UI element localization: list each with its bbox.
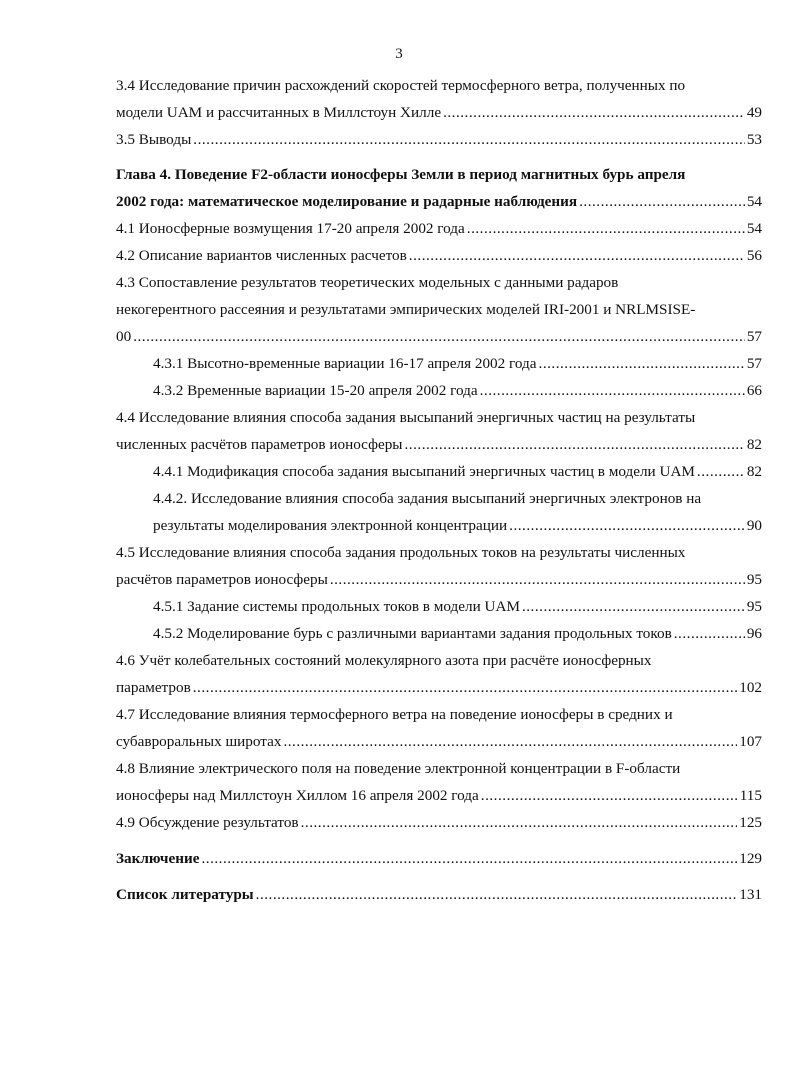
toc-entry-text: 4.6 Учёт колебательных состояний молекулярного азота при расчёте ионосферных [116,652,652,669]
toc-page-number: 96 [746,625,762,642]
toc-entry-4-3-1[interactable] [116,350,762,377]
dot-leader [697,458,745,485]
toc-page-number: 90 [746,517,762,534]
toc-entry-4-3[interactable] [116,269,762,350]
toc-page-number: 131 [739,886,762,903]
toc-entry-text: 4.7 Исследование влияния термосферного ветра на поведение ионосферы в средних и [116,706,673,723]
dot-leader [409,242,745,269]
toc-entry-4-6[interactable] [116,647,762,701]
dot-leader [481,782,738,809]
dot-leader [193,126,745,153]
toc-page-number: 102 [739,679,762,696]
toc-entry-text: некогерентного рассеяния и результатами эмпирических моделей IRI-2001 и NRLMSISE- [116,301,696,318]
toc-page-number: 115 [739,787,762,804]
toc-entry-text: 4.9 Обсуждение результатов [116,814,299,831]
dot-leader [133,323,745,350]
dot-leader [522,593,745,620]
toc-entry-conclusion[interactable] [116,845,762,872]
toc-entry-text: 4.3.1 Высотно-временные вариации 16-17 апреля 2002 года [153,355,537,372]
toc-entry-4-3-2[interactable] [116,377,762,404]
toc-page-number: 129 [739,850,762,867]
toc-entry-4-4-2[interactable] [116,485,762,539]
toc-entry-4-2[interactable] [116,242,762,269]
toc-entry-4-9[interactable] [116,809,762,836]
toc-page-number: 66 [746,382,762,399]
toc-entry-text: 4.8 Влияние электрического поля на поведение электронной концентрации в F-области [116,760,681,777]
toc-page-number: 95 [746,571,762,588]
dot-leader [405,431,745,458]
dot-leader [539,350,745,377]
dot-leader [283,728,737,755]
toc-page-number: 56 [746,247,762,264]
dot-leader [330,566,745,593]
toc-entry-text: 4.3 Сопоставление результатов теоретических модельных с данными радаров [116,274,619,291]
dot-leader [509,512,745,539]
toc-entry-4-8[interactable] [116,755,762,809]
toc-entry-text: Список литературы [116,886,254,903]
toc-entry-text: 4.2 Описание вариантов численных расчетов [116,247,407,264]
toc-entry-chapter-4[interactable] [116,161,762,215]
dot-leader [256,881,738,908]
toc-page-number: 57 [746,355,762,372]
toc-entry-4-5[interactable] [116,539,762,593]
toc-page-number: 125 [739,814,762,831]
toc-page-number: 95 [746,598,762,615]
toc-entry-text: расчётов параметров ионосферы [116,571,328,588]
toc-entry-4-5-1[interactable] [116,593,762,620]
toc-entry-text: 4.4.1 Модификация способа задания высыпаний энергичных частиц в модели UAM [153,463,695,480]
dot-leader [674,620,745,647]
toc-entry-text: модели UAM и рассчитанных в Миллстоун Хилле [116,104,442,121]
page-number: 3 [395,46,403,62]
toc-entry-text: ионосферы над Миллстоун Хиллом 16 апреля 2002 года [116,787,479,804]
dot-leader [480,377,745,404]
toc-page-number: 49 [746,104,762,121]
toc-entry-4-4[interactable] [116,404,762,458]
toc-entry-text: параметров [116,679,191,696]
toc-page-number: 82 [746,436,762,453]
toc-entry-references[interactable] [116,881,762,908]
toc-entry-3-4[interactable] [116,72,762,126]
toc-entry-text: 4.5.1 Задание системы продольных токов в модели UAM [153,598,520,615]
toc-entry-text: 4.3.2 Временные вариации 15-20 апреля 2002 года [153,382,478,399]
dot-leader [301,809,738,836]
toc-entry-4-1[interactable] [116,215,762,242]
toc-page-number: 54 [746,193,762,210]
toc-page-number: 82 [746,463,762,480]
toc-entry-text: результаты моделирования электронной концентрации [153,517,508,534]
dot-leader [579,188,745,215]
dot-leader [443,99,745,126]
table-of-contents [116,72,762,908]
toc-entry-text: субавроральных широтах [116,733,282,750]
toc-page-number: 54 [746,220,762,237]
toc-entry-text: 4.5.2 Моделирование бурь с различными вариантами задания продольных токов [153,625,672,642]
dot-leader [467,215,745,242]
toc-entry-text: 3.5 Выводы [116,131,192,148]
dot-leader [193,674,737,701]
toc-entry-text: 4.4.2. Исследование влияния способа задания высыпаний энергичных электронов на [153,490,702,507]
toc-entry-text: 3.4 Исследование причин расхождений скоростей термосферного ветра, полученных по [116,77,686,94]
toc-entry-4-7[interactable] [116,701,762,755]
toc-page-number: 107 [739,733,762,750]
toc-entry-text: 4.4 Исследование влияния способа задания высыпаний энергичных частиц на результаты [116,409,696,426]
toc-entry-text: 4.1 Ионосферные возмущения 17-20 апреля 2002 года [116,220,465,237]
toc-entry-text: Глава 4. Поведение F2-области ионосферы Земли в период магнитных бурь апреля [116,166,686,183]
toc-entry-text: 2002 года: математическое моделирование и радарные наблюдения [116,193,578,210]
toc-entry-3-5[interactable] [116,126,762,153]
toc-entry-text: Заключение [116,850,200,867]
toc-page-number: 53 [746,131,762,148]
toc-entry-text: 4.5 Исследование влияния способа задания продольных токов на результаты численных [116,544,686,561]
toc-entry-4-5-2[interactable] [116,620,762,647]
toc-page-number: 57 [746,328,762,345]
dot-leader [201,845,737,872]
toc-entry-text: 00 [116,328,132,345]
toc-entry-text: численных расчётов параметров ионосферы [116,436,403,453]
toc-entry-4-4-1[interactable] [116,458,762,485]
